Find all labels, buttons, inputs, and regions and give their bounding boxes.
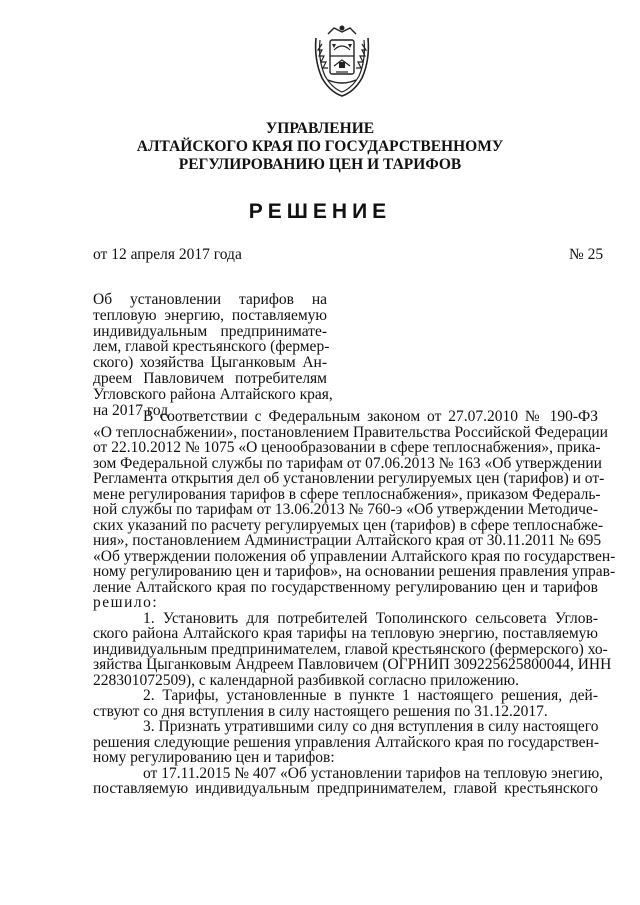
subject-line: на 2017 год [93,401,169,419]
body-line: индивидуальным предпринимателем, главой крестьянского (фермерского) хо- [93,640,608,658]
body-line: зом Федеральной службы по тарифам от 07.06.2013 № 163 «Об утверждении [93,454,602,472]
body-line: ление Алтайского края по государственному регулированию цен и тарифов [93,578,598,596]
body-line: от 17.11.2015 № 407 «Об установлении тарифов на тепловую энегию, [143,764,604,782]
body-line: «О теплоснабжении», постановлением Правительства Российской Федерации [93,423,608,441]
body-line: «Об утверждении положения об управлении Алтайского края по государствен- [93,547,616,565]
subject-line: Угловского района Алтайского края, [93,385,333,403]
subject-line: индивидуальным предпринимате- [93,322,327,340]
org-line-3: РЕГУЛИРОВАНИЮ ЦЕН И ТАРИФОВ [178,156,462,173]
document-number: № 25 [569,246,604,263]
body-line: ному регулированию цен и тарифов: [93,749,335,766]
body-line: Регламента открытия дел об установлении регулируемых цен (тарифов) и от- [93,470,605,487]
document-body [93,408,616,797]
document-subject [93,291,333,419]
body-line: поставляемую индивидуальным предпринимателем, главой крестьянского [93,780,598,797]
body-line: зяйства Цыганковым Андреем Павловичем (ОГРНИП 309225625800044, ИНН [93,656,612,673]
org-line-1: УПРАВЛЕНИЕ [265,120,375,137]
document-date: от 12 апреля 2017 года [93,246,242,263]
subject-line: тепловую энергию, поставляемую [93,306,327,324]
coat-of-arms-icon [308,20,376,100]
body-line: ной службы по тарифам от 13.06.2013 № 760-э «Об утверждении Методиче- [93,501,598,518]
body-line: ния», постановлением Администрации Алтайского края от 30.11.2011 № 695 [93,532,602,549]
body-line: 228301072509), с календарной разбивкой согласно приложению. [93,671,520,689]
body-line: 1. Установить для потребителей Тополинского сельсовета Углов- [143,609,598,627]
org-line-2: АЛТАЙСКОГО КРАЯ ПО ГОСУДАРСТВЕННОМУ [136,138,504,155]
subject-line: дреем Павловичем потребителям [93,369,327,387]
subject-line: ского) хозяйства Цыганковым Ан- [93,354,327,372]
body-line: от 22.10.2012 № 1075 «О ценообразовании в сфере теплоснабжения», прика- [93,439,601,456]
body-line: ских указаний по расчету регулируемых цен (тарифов) в сфере теплоснабже- [93,516,604,534]
document-type-title: РЕШЕНИЕ [248,200,392,223]
body-line: 3. Признать утратившими силу со дня вступления в силу настоящего [143,718,599,735]
body-line: В соответствии с Федеральным законом от 27.07.2010 № 190-ФЗ [143,408,598,425]
body-line: ному регулированию цен и тарифов», на основании решения правления управ- [93,563,616,580]
body-line: решения следующие решения управления Алтайского края по государствен- [93,733,599,751]
organization-name [0,120,640,174]
body-line: ского района Алтайского края тарифы на тепловую энергию, поставляемую [93,625,598,642]
body-line: решило: [93,594,159,611]
body-line: 2. Тарифы, установленные в пункте 1 настоящего решения, дей- [143,687,598,704]
subject-line: Об установлении тарифов на [93,291,327,308]
body-line: ствуют со дня вступления в силу настоящего решения по 31.12.2017. [93,702,548,720]
body-line: мене регулирования тарифов в сфере теплоснабжения», приказом Федераль- [93,485,601,503]
subject-line: лем, главой крестьянского (фермер- [93,338,330,356]
